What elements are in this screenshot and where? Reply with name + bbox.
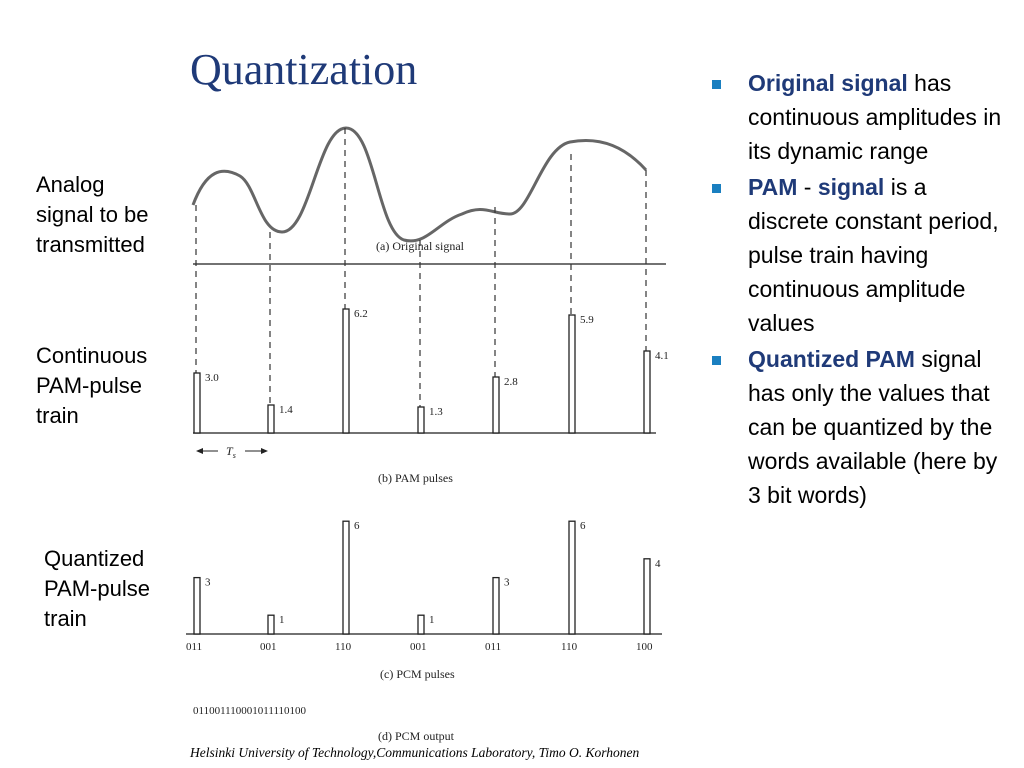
pam-pulse bbox=[644, 351, 650, 433]
label-line: PAM-pulse bbox=[36, 373, 142, 398]
ts-arrowhead-left bbox=[196, 448, 203, 454]
pcm-code-label: 100 bbox=[636, 641, 653, 653]
label-line: Analog bbox=[36, 172, 105, 197]
slide-title: Quantization bbox=[190, 45, 418, 94]
pcm-code-label: 110 bbox=[335, 641, 352, 653]
square-bullet-icon bbox=[712, 184, 721, 193]
pam-pulse bbox=[268, 405, 274, 433]
pcm-bitstream: 011001110001011110100 bbox=[193, 705, 307, 717]
bullet-keyword: PAM bbox=[748, 174, 798, 200]
pam-value-label: 6.2 bbox=[354, 308, 368, 320]
pam-value-label: 5.9 bbox=[580, 314, 594, 326]
pcm-value-label: 1 bbox=[279, 614, 285, 627]
pcm-output-caption: (d) PCM output bbox=[378, 729, 455, 743]
pcm-output-panel bbox=[193, 705, 455, 743]
label-line: transmitted bbox=[36, 232, 145, 257]
label-line: PAM-pulse bbox=[44, 576, 150, 601]
pam-pulse bbox=[418, 407, 424, 433]
pcm-value-label: 6 bbox=[354, 520, 360, 533]
bullet-text: has continuous amplitudes in its dynamic range bbox=[748, 70, 1002, 164]
bullet-item bbox=[712, 66, 1012, 168]
bullet-text: is a discrete constant period, pulse train having continuous amplitude values bbox=[748, 174, 999, 336]
label-line: train bbox=[44, 606, 87, 631]
bullet-keyword: signal bbox=[817, 174, 885, 200]
ts-subscript: s bbox=[232, 451, 236, 460]
pcm-code-label: 001 bbox=[410, 641, 427, 653]
label-line: signal to be bbox=[36, 202, 149, 227]
label-line: Quantized bbox=[44, 546, 145, 571]
pcm-pulse bbox=[418, 615, 424, 634]
pcm-pulse bbox=[268, 615, 274, 634]
pam-pulse bbox=[493, 377, 499, 433]
pcm-pulse bbox=[343, 521, 349, 634]
bullet-item bbox=[712, 170, 1012, 340]
pam-value-label: 1.4 bbox=[279, 404, 293, 416]
pam-pulse bbox=[343, 309, 349, 433]
pam-caption: (b) PAM pulses bbox=[378, 471, 453, 485]
pcm-code-label: 011 bbox=[186, 641, 203, 653]
pcm-code-label: 110 bbox=[561, 641, 578, 653]
footer-credit: Helsinki University of Technology,Communications Laboratory, Timo O. Korhonen bbox=[190, 745, 640, 760]
pcm-pulse bbox=[569, 521, 575, 634]
pam-value-label: 2.8 bbox=[504, 376, 518, 388]
bullet-item bbox=[712, 342, 1012, 512]
signal-caption: (a) Original signal bbox=[376, 239, 464, 253]
bullet-keyword: Quantized PAM bbox=[748, 346, 915, 372]
pcm-pulse bbox=[493, 578, 499, 634]
pam-pulses-panel bbox=[193, 308, 669, 485]
ts-label: $T_s$ bbox=[226, 444, 236, 460]
pcm-code-label: 011 bbox=[485, 641, 502, 653]
bullet-separator: - bbox=[797, 174, 818, 200]
pcm-caption: (c) PCM pulses bbox=[380, 667, 455, 681]
pcm-value-label: 3 bbox=[504, 576, 510, 589]
square-bullet-icon bbox=[712, 80, 721, 89]
label-line: Continuous bbox=[36, 343, 148, 368]
original-signal-panel bbox=[193, 128, 666, 407]
pam-value-label: 3.0 bbox=[205, 372, 219, 384]
pcm-value-label: 4 bbox=[655, 557, 661, 570]
bullet-keyword: Original signal bbox=[748, 70, 908, 96]
pcm-pulses-panel bbox=[186, 520, 662, 681]
pcm-value-label: 1 bbox=[429, 614, 435, 627]
pcm-pulse bbox=[644, 559, 650, 634]
bullet-list bbox=[712, 66, 1012, 514]
bullet-text: signal has only the values that can be quantized by the words available (here by 3 bit words) bbox=[748, 346, 998, 508]
pam-value-label: 1.3 bbox=[429, 406, 443, 418]
label-line: train bbox=[36, 403, 79, 428]
pcm-pulse bbox=[194, 578, 200, 634]
pam-pulse bbox=[194, 373, 200, 433]
ts-arrowhead-right bbox=[261, 448, 268, 454]
pcm-value-label: 3 bbox=[205, 576, 211, 589]
pcm-value-label: 6 bbox=[580, 520, 586, 533]
pam-value-label: 4.1 bbox=[655, 350, 669, 362]
pam-pulse bbox=[569, 315, 575, 433]
square-bullet-icon bbox=[712, 356, 721, 365]
original-signal-curve bbox=[193, 128, 646, 241]
pcm-code-label: 001 bbox=[260, 641, 277, 653]
